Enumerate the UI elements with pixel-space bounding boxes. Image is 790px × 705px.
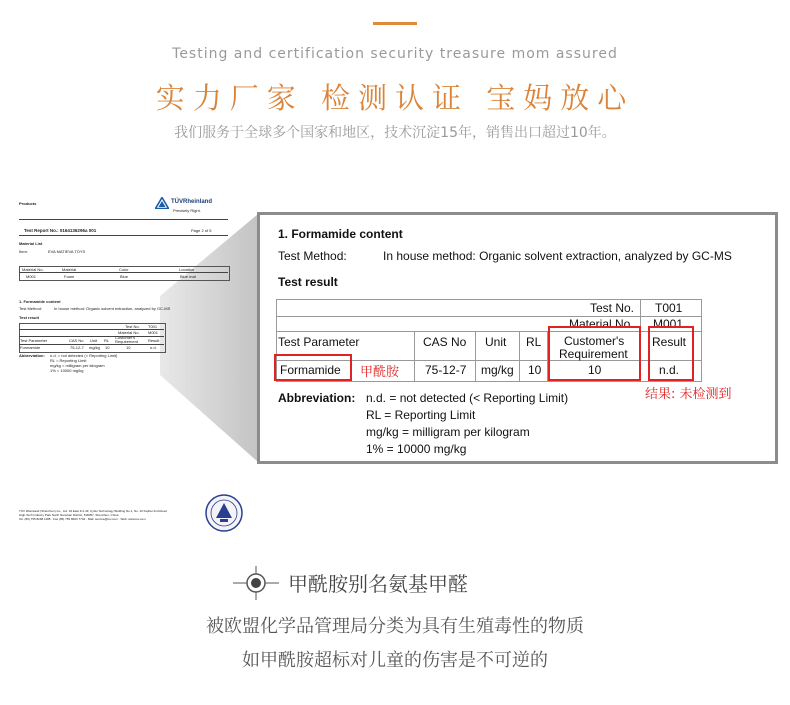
cell-requirement: 10 [588, 363, 602, 377]
mini-abbreviation-item: n.d. = not detected (< Reporting Limit) [50, 353, 118, 358]
mini-col-header: Requirement [115, 339, 138, 344]
tuv-triangle-icon [155, 197, 169, 209]
table-row-test-no [276, 299, 702, 317]
header-subtitle: Testing and certification security treasure mom assured [172, 46, 618, 62]
mini-col-header: Test Parameter [20, 338, 48, 343]
mini-cell: mg/kg [89, 345, 100, 350]
tuv-brand: TÜVRheinland [171, 199, 213, 205]
mini-abbreviation-item: RL = Reporting Limit [50, 358, 87, 363]
target-crosshair-icon [233, 566, 279, 600]
mini-cell: Formamide [20, 345, 41, 350]
col-header-requirement: Requirement [559, 347, 628, 361]
mini-test-result-label: Test result [19, 315, 39, 320]
test-method-value: In house method: Organic solvent extraction, analyzed by GC-MS [383, 249, 732, 263]
tuv-tagline: Precisely Right. [173, 208, 201, 213]
report-footer-line: High-Tech Industry Park North Nanshan District, 518057, Shenzhen, China [19, 513, 119, 517]
test-report-thumbnail [14, 192, 238, 524]
mini-abbreviation-item: mg/kg = milligram per kilogram [50, 363, 105, 368]
mini-material-no-label: Material No. [118, 330, 140, 335]
mini-test-no-label: Test No. [125, 324, 140, 329]
material-col-header: Material [62, 267, 77, 272]
header-intro: 我们服务于全球多个国家和地区，技术沉淀15年，销售出口超过10年。 [174, 125, 616, 141]
mini-cell: 10 [126, 345, 131, 350]
test-method-label: Test Method: [278, 249, 347, 263]
result-cn-label: 结果: 未检测到 [645, 387, 732, 402]
result-highlight [648, 326, 694, 381]
report-footer-line: TÜV Rheinland (Shenzhen) Co., Ltd. 1# East & 2-4F, Cybio Technology Building No.1, No. 16 Kejibei 2nd Road, [19, 509, 168, 513]
abbreviation-item: mg/kg = milligram per kilogram [366, 425, 530, 439]
mini-col-header: Customer's [115, 335, 136, 340]
section-title: 1. Formamide content [278, 227, 403, 241]
formamide-cn-label: 甲酰胺 [360, 365, 400, 380]
mini-section-title: 1. Formamide content [19, 299, 61, 304]
cell-formamide: Formamide [280, 363, 341, 377]
abbreviation-item: 1% = 10000 mg/kg [366, 442, 467, 456]
material-col-header: Color [119, 267, 129, 272]
mini-cell: 10 [105, 345, 110, 350]
material-cell: M001 [26, 274, 37, 279]
mini-cell: n.d. [150, 345, 157, 350]
certification-seal-icon [205, 494, 243, 532]
col-header-requirement: Customer's [564, 334, 625, 348]
mini-col-header: Result [148, 338, 160, 343]
report-number: Test Report No.: 0164136296a 001 [24, 228, 97, 233]
abbreviation-item: RL = Reporting Limit [366, 408, 476, 422]
mini-col-header: Unit [90, 338, 98, 343]
formamide-highlight [274, 354, 352, 381]
cell-unit: mg/kg [481, 363, 514, 377]
col-header-unit: Unit [485, 335, 507, 349]
zoomed-result-panel [257, 212, 778, 464]
test-no-value: T001 [655, 301, 683, 315]
cell-cas-no: 75-12-7 [425, 363, 467, 377]
abbreviation-item: n.d. = not detected (< Reporting Limit) [366, 391, 569, 405]
bottom-description-line: 被欧盟化学品管理局分类为具有生殖毒性的物质 [206, 616, 584, 637]
col-header-test-parameter: Test Parameter [278, 335, 360, 349]
mini-col-header: CAS No [69, 338, 84, 343]
col-header-result: Result [652, 335, 687, 349]
item-label: Item: [19, 249, 28, 254]
report-footer-line: Tel. (86) 755 8268 1188 · Fax (86) 755 8603 7704 · Mail: service@tuv.com · Web: www.tuv.com [19, 517, 146, 521]
col-header-rl: RL [526, 335, 542, 349]
mini-material-no-value: M001 [148, 330, 159, 335]
mini-test-method-value: In house method: Organic solvent extraction, analyzed by GC-MS [54, 306, 171, 311]
cell-rl: 10 [528, 363, 542, 377]
material-cell: Foam [64, 274, 75, 279]
abbreviation-label: Abbreviation: [278, 391, 356, 405]
material-col-header: Location [179, 267, 195, 272]
cell-result: n.d. [659, 363, 680, 377]
report-page: Page 2 of 5 [191, 228, 212, 233]
item-value: EVA MATIEVA TOYS [48, 249, 86, 254]
mini-cell: 75-12-7 [70, 345, 84, 350]
material-list-label: Material List [19, 241, 43, 246]
bottom-description-line: 如甲酰胺超标对儿童的伤害是不可逆的 [242, 650, 548, 671]
test-result-label: Test result [278, 275, 338, 289]
test-no-label: Test No. [590, 301, 635, 315]
mini-abbreviation-item: 1% = 10000 mg/kg [50, 368, 84, 373]
material-no-label: Material No. [569, 317, 634, 331]
bottom-heading: 甲酰胺别名氨基甲醛 [288, 572, 468, 596]
col-header-cas-no: CAS No [423, 335, 467, 349]
material-cell: Blue [120, 274, 129, 279]
mini-abbreviation-label: Abbreviation: [19, 353, 45, 358]
header-title: 实力厂家 检测认证 宝妈放心 [155, 81, 635, 115]
material-cell: Blue mat [180, 274, 196, 279]
products-label: Products [19, 201, 37, 206]
mini-test-no-value: T001 [148, 324, 158, 329]
mini-test-method-label: Test Method: [19, 306, 42, 311]
material-col-header: Material No. [22, 267, 44, 272]
mini-col-header: RL [104, 338, 110, 343]
requirement-highlight [548, 326, 641, 381]
material-no-value: M001 [653, 317, 684, 331]
